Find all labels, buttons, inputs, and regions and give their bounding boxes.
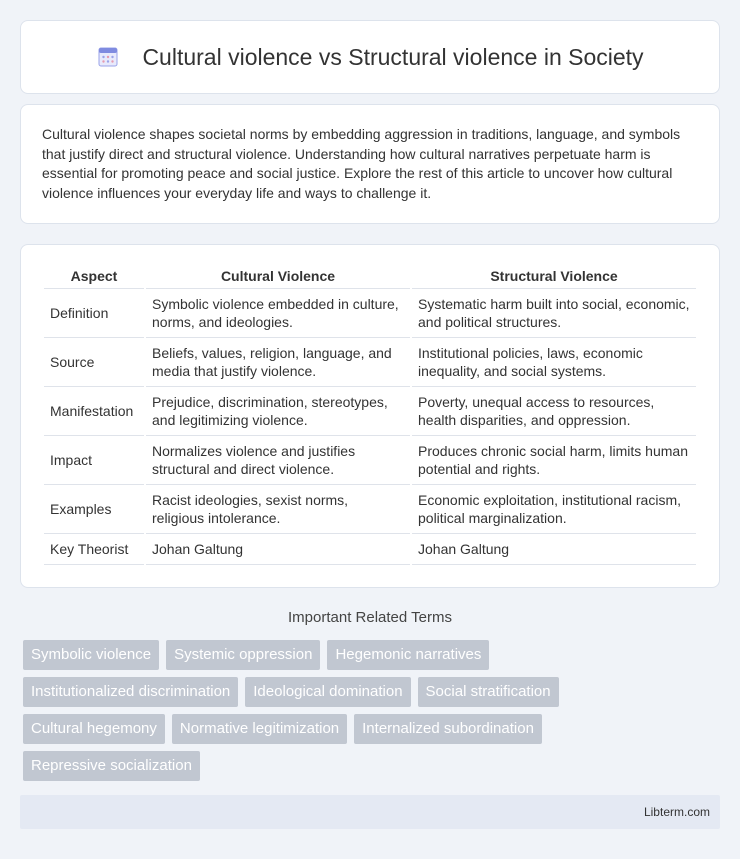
- intro-card: [20, 104, 720, 224]
- structural-cell: Institutional policies, laws, economic inequality, and social systems.: [412, 338, 696, 387]
- aspect-cell: Source: [44, 338, 144, 387]
- related-terms-title: Important Related Terms: [288, 609, 452, 626]
- related-term-tag[interactable]: Hegemonic narratives: [327, 640, 489, 670]
- document-icon: [96, 45, 120, 69]
- structural-cell: Systematic harm built into social, economic, and political structures.: [412, 289, 696, 338]
- header-card: [20, 20, 720, 94]
- title-wrap: [96, 44, 643, 71]
- aspect-cell: Examples: [44, 485, 144, 534]
- aspect-cell: Definition: [44, 289, 144, 338]
- page-title: Cultural violence vs Structural violence in Society: [142, 43, 644, 70]
- table-row: [44, 534, 696, 565]
- comparison-table: [42, 263, 698, 565]
- related-term-tag[interactable]: Normative legitimization: [172, 714, 347, 744]
- structural-cell: Poverty, unequal access to resources, health disparities, and oppression.: [412, 387, 696, 436]
- cultural-cell: Johan Galtung: [146, 534, 410, 565]
- related-term-tag[interactable]: Institutionalized discrimination: [23, 677, 238, 707]
- aspect-cell: Impact: [44, 436, 144, 485]
- related-term-tag[interactable]: Systemic oppression: [166, 640, 320, 670]
- header-aspect: Aspect: [44, 263, 144, 289]
- structural-cell: Johan Galtung: [412, 534, 696, 565]
- comparison-card: [20, 244, 720, 588]
- related-term-tag[interactable]: Ideological domination: [245, 677, 410, 707]
- table-row: [44, 436, 696, 485]
- related-term-tag[interactable]: Symbolic violence: [23, 640, 159, 670]
- cultural-cell: Racist ideologies, sexist norms, religious intolerance.: [146, 485, 410, 534]
- cultural-cell: Prejudice, discrimination, stereotypes, and legitimizing violence.: [146, 387, 410, 436]
- related-term-tag[interactable]: Repressive socialization: [23, 751, 200, 781]
- intro-text: Cultural violence shapes societal norms by embedding aggression in traditions, language, and symbols that justify direct and structural violence. Understanding how cultural narratives perpetuate harm is essential for promoting peace and social justice. Explore the rest of this article to uncover how cultural violence influences your everyday life and ways to challenge it.: [42, 126, 681, 201]
- cultural-cell: Normalizes violence and justifies structural and direct violence.: [146, 436, 410, 485]
- table-row: [44, 338, 696, 387]
- header-structural: Structural Violence: [412, 263, 696, 289]
- cultural-cell: Symbolic violence embedded in culture, norms, and ideologies.: [146, 289, 410, 338]
- related-term-tag[interactable]: Social stratification: [418, 677, 559, 707]
- related-terms-list: [23, 640, 683, 781]
- related-term-tag[interactable]: Internalized subordination: [354, 714, 542, 744]
- table-row: [44, 387, 696, 436]
- related-term-tag[interactable]: Cultural hegemony: [23, 714, 165, 744]
- structural-cell: Economic exploitation, institutional racism, political marginalization.: [412, 485, 696, 534]
- structural-cell: Produces chronic social harm, limits human potential and rights.: [412, 436, 696, 485]
- footer-brand-link[interactable]: Libterm.com: [643, 805, 710, 819]
- aspect-cell: Manifestation: [44, 387, 144, 436]
- cultural-cell: Beliefs, values, religion, language, and media that justify violence.: [146, 338, 410, 387]
- aspect-cell: Key Theorist: [44, 534, 144, 565]
- footer: [20, 795, 720, 829]
- header-cultural: Cultural Violence: [146, 263, 410, 289]
- table-row: [44, 485, 696, 534]
- table-row: [44, 289, 696, 338]
- table-header-row: [44, 263, 696, 289]
